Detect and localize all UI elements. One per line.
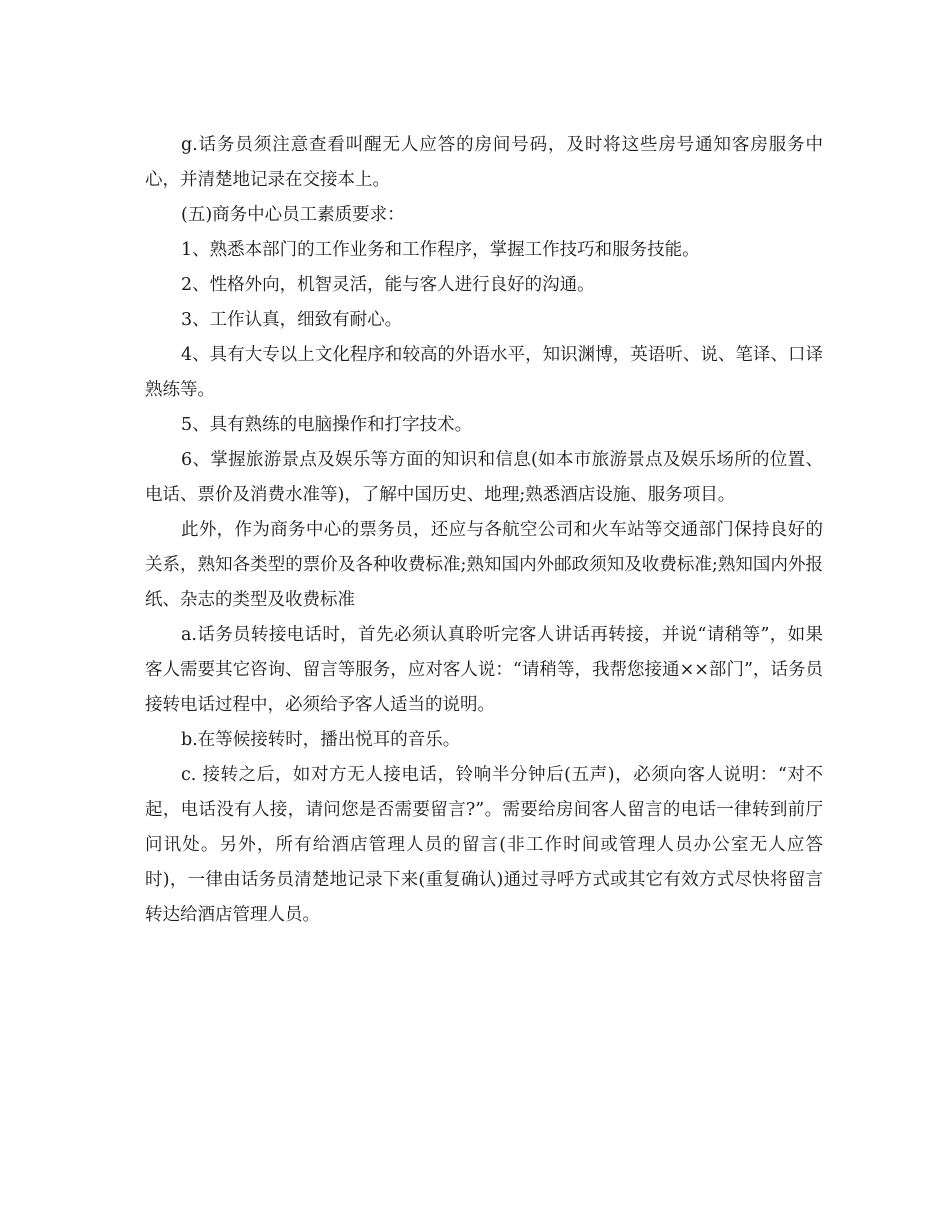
paragraph-requirement-1: 1、熟悉本部门的工作业务和工作程序，掌握工作技巧和服务技能。 — [181, 240, 700, 260]
paragraph-requirement-4: 4、具有大专以上文化程序和较高的外语水平，知识渊博，英语听、说、笔译、口译熟练等。 — [145, 345, 823, 400]
paragraph-transfer-c: c. 接转之后，如对方无人接电话，铃响半分钟后(五声)，必须向客人说明：“对不起，电话没有人接，请问您是否需要留言?”。需要给房间客人留言的电话一律转到前厅问讯处。另外，所有给酒店管理人员的留言(非工作时间或管理人员办公室无人应答时)，一律由话务员清楚地记录下来(重复确认)通过寻呼方式或其它有效方式尽快将留言转达给酒店管理人员。 — [145, 765, 823, 925]
paragraph-ticketing: 此外，作为商务中心的票务员，还应与各航空公司和火车站等交通部门保持良好的关系，熟知各类型的票价及各种收费标准;熟知国内外邮政须知及收费标准;熟知国内外报纸、杂志的类型及收费标准 — [145, 520, 823, 610]
paragraph-requirement-6: 6、掌握旅游景点及娱乐等方面的知识和信息(如本市旅游景点及娱乐场所的位置、电话、票价及消费水准等)，了解中国历史、地理;熟悉酒店设施、服务项目。 — [145, 450, 823, 505]
paragraph-requirement-3: 3、工作认真，细致有耐心。 — [181, 310, 403, 330]
paragraph-requirement-2: 2、性格外向，机智灵活，能与客人进行良好的沟通。 — [181, 275, 595, 295]
paragraph-transfer-b: b.在等候接转时，播出悦耳的音乐。 — [181, 730, 461, 750]
paragraph-section-heading: (五)商务中心员工素质要求： — [181, 205, 405, 225]
paragraph-wakeup-note: g.话务员须注意查看叫醒无人应答的房间号码，及时将这些房号通知客房服务中心，并清楚地记录在交接本上。 — [145, 135, 823, 190]
paragraph-requirement-5: 5、具有熟练的电脑操作和打字技术。 — [181, 415, 473, 435]
document-body — [145, 128, 823, 933]
paragraph-transfer-a: a.话务员转接电话时，首先必须认真聆听完客人讲话再转接，并说“请稍等”，如果客人需要其它咨询、留言等服务，应对客人说：“请稍等，我帮您接通××部门”，话务员接转电话过程中，必须给予客人适当的说明。 — [145, 625, 823, 715]
